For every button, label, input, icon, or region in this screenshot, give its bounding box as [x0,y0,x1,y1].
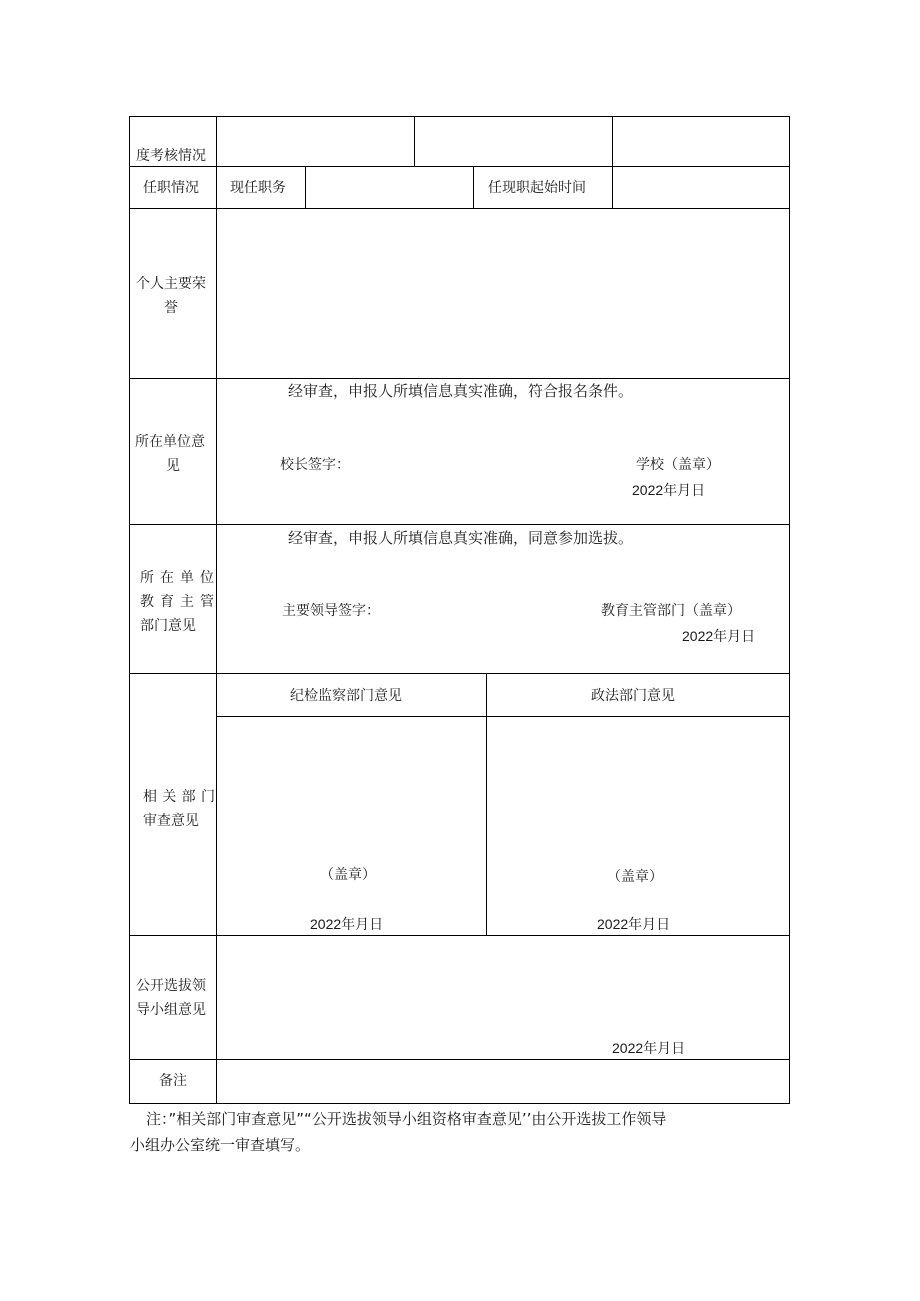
honors-label [136,272,206,320]
related-depts-label-line1: 相关部门 [143,789,215,805]
edu-dept-opinion-date: 2022年月日 [682,628,756,644]
edu-dept-label-line3: 部门意见 [140,618,196,634]
legal-dept-header: 政法部门意见 [591,688,675,704]
annual-review-cell-1[interactable] [217,117,414,166]
footnote-line1: 注：”相关部门审查意见”“公开选拔领导小组资格审查意见’’由公开选拔工作领导 [146,1110,667,1128]
leading-group-label-line2: 导小组意见 [136,1002,206,1018]
discipline-dept-header: 纪检监察部门意见 [290,688,402,704]
post-start-time-input[interactable] [613,167,789,208]
annual-review-cell-3[interactable] [613,117,789,166]
leading-group-date: 2022年月日 [612,1040,686,1056]
discipline-dept-seal: （盖章） [320,867,376,883]
leader-signature-label: 主要领导签字： [282,603,380,619]
current-post-label: 现任职务 [230,180,286,196]
unit-opinion-statement: 经审查，申报人所填信息真实准确，符合报名条件。 [288,382,634,400]
edu-dept-opinion-label [140,566,214,638]
current-post-input[interactable] [306,167,473,208]
school-seal-label: 学校（盖章） [636,457,720,473]
edu-dept-seal-label: 教育主管部门（盖章） [601,603,741,619]
footnote-line2: 小组办公室统一审查填写。 [130,1136,311,1154]
edu-dept-label-line1: 所在单位 [140,570,214,586]
annual-review-cell-2[interactable] [415,117,612,166]
legal-dept-date: 2022年月日 [597,916,671,932]
discipline-dept-input[interactable] [217,717,486,935]
position-label: 任职情况 [143,180,199,196]
legal-dept-input[interactable] [487,717,789,935]
post-start-time-label: 任现职起始时间 [488,180,586,196]
remarks-label: 备注 [159,1073,187,1089]
unit-opinion-label-line1: 所在单位意 [135,434,205,450]
honors-input[interactable] [217,209,789,378]
unit-opinion-label [135,430,205,478]
principal-signature-label: 校长签字： [280,457,350,473]
leading-group-label [136,974,206,1022]
discipline-dept-date: 2022年月日 [310,916,384,932]
leading-group-input[interactable] [217,936,789,1036]
legal-dept-seal: （盖章） [607,869,663,885]
edu-dept-label-line2: 教育主管 [140,594,214,610]
leading-group-label-line1: 公开选拔领 [136,978,206,994]
edu-dept-opinion-statement: 经审查，申报人所填信息真实准确，同意参加选拔。 [288,529,634,547]
related-depts-label-line2: 审查意见 [143,813,199,829]
unit-opinion-label-line2: 见 [166,458,180,474]
remarks-input[interactable] [217,1060,789,1103]
annual-review-label: 度考核情况 [136,148,206,164]
footnote [130,1106,666,1158]
honors-label-line2: 誉 [164,300,178,316]
related-depts-label [143,785,215,833]
unit-opinion-date: 2022年月日 [632,482,706,498]
honors-label-line1: 个人主要荣 [136,276,206,292]
